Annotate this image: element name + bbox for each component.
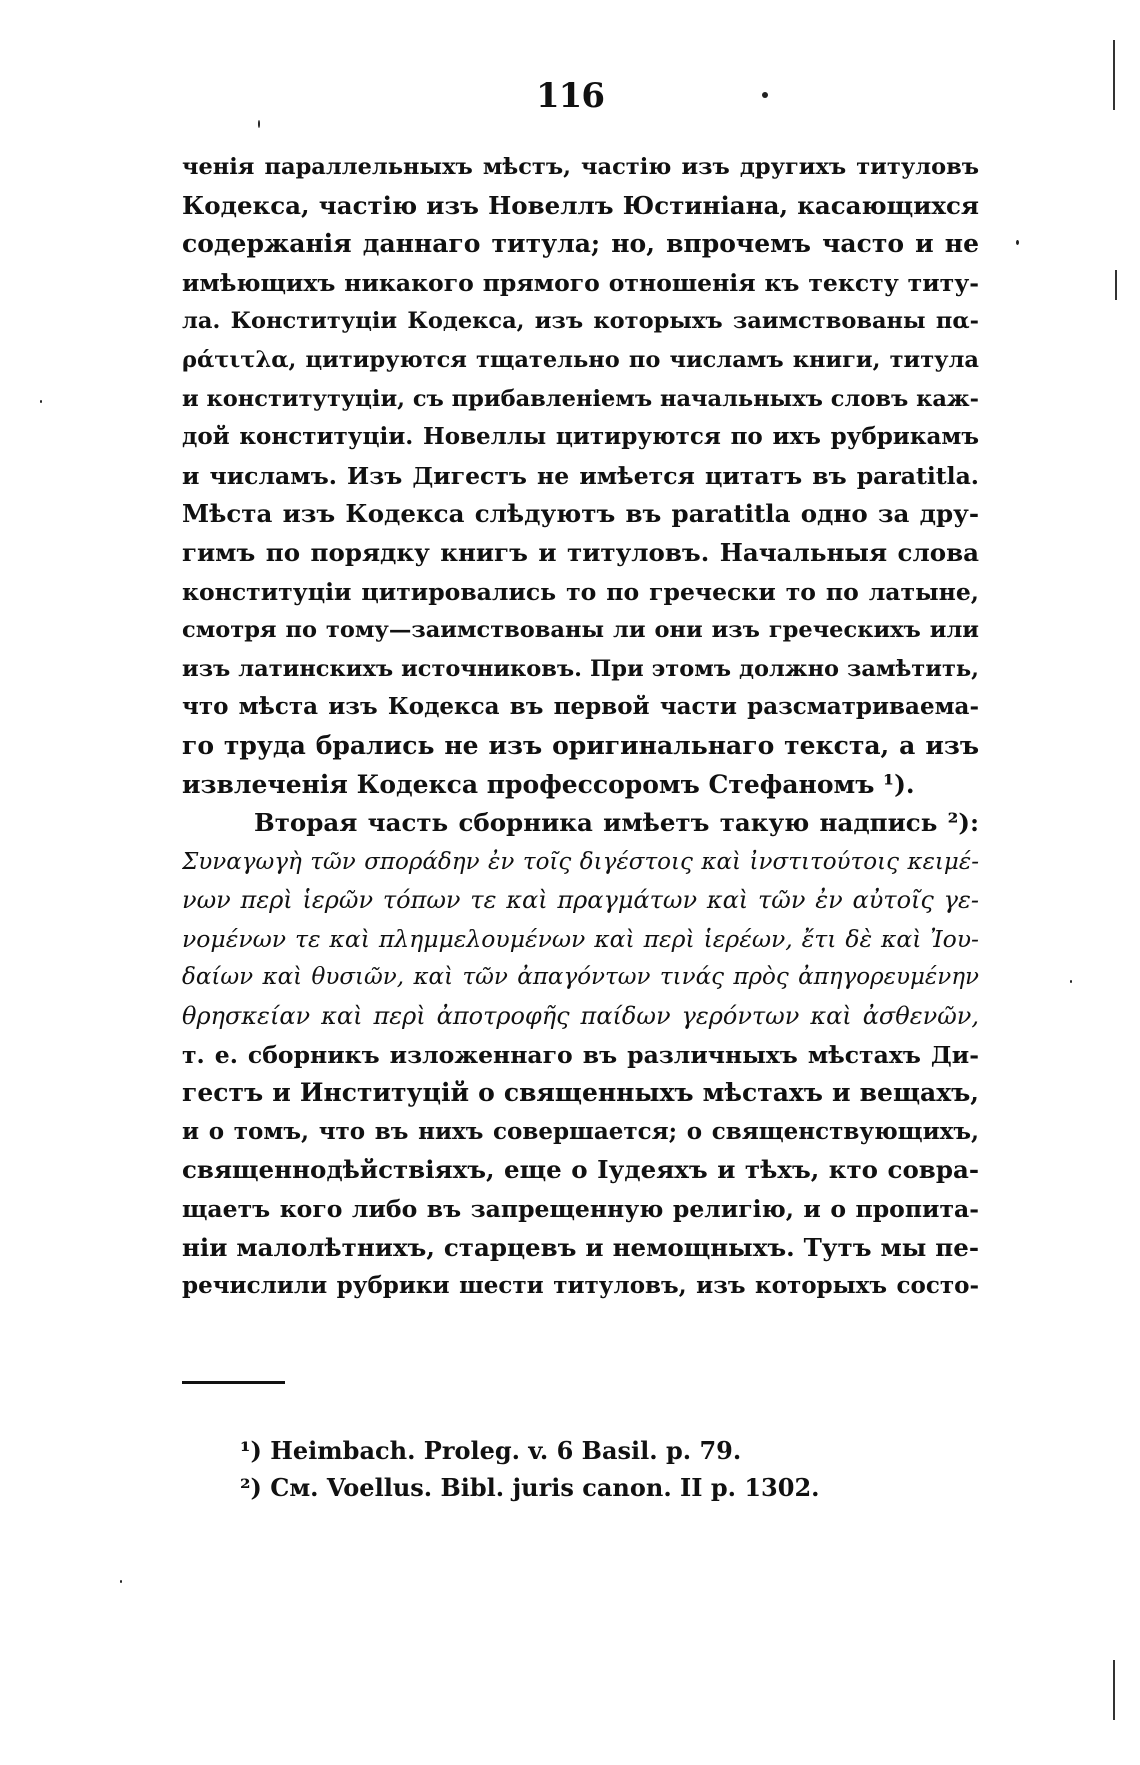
text-line: священнодѣйствіяхъ, еще о Іудеяхъ и тѣхъ, кто совра- xyxy=(182,1155,979,1185)
text-line: го труда брались не изъ оригинальнаго текста, а изъ xyxy=(182,730,979,760)
text-line: Вторая часть сборника имѣетъ такую надпись ²): xyxy=(254,808,979,838)
scan-speck xyxy=(258,120,260,128)
text-line: и о томъ, что въ нихъ совершается; о священствующихъ, xyxy=(182,1117,979,1145)
scan-speck xyxy=(40,400,42,403)
text-line: извлеченія Кодекса профессоромъ Стефаномъ ¹). xyxy=(182,769,915,799)
scan-speck xyxy=(120,1580,122,1583)
text-line: Кодекса, частію изъ Новеллъ Юстиніана, касающихся xyxy=(182,190,979,220)
text-line: изъ латинскихъ источниковъ. При этомъ должно замѣтить, xyxy=(182,655,979,682)
text-line: имѣющихъ никакого прямого отношенія къ тексту титу- xyxy=(182,268,979,297)
text-line: содержанія даннаго титула; но, впрочемъ часто и не xyxy=(182,229,979,259)
text-line: ніи малолѣтнихъ, старцевъ и немощныхъ. Тутъ мы пе- xyxy=(182,1232,979,1262)
scan-speck xyxy=(1070,980,1072,983)
text-line: Мѣста изъ Кодекса слѣдуютъ въ paratitla одно за дру- xyxy=(182,499,979,529)
text-line: ченія параллельныхъ мѣстъ, частію изъ другихъ титуловъ xyxy=(182,154,979,180)
greek-text-line: θρησκείαν καὶ περὶ ἀποτροφῆς παίδων γερόντων καὶ ἀσθενῶν, xyxy=(182,1002,979,1031)
text-line: ράτιτλα, цитируются тщательно по числамъ книги, титула xyxy=(182,346,979,373)
text-line: что мѣста изъ Кодекса въ первой части разсматриваема- xyxy=(182,693,979,721)
greek-text-line: δαίων καὶ θυσιῶν, καὶ τῶν ἀπαγόντων τινάς πρὸς ἀπηγορευμένην xyxy=(182,964,979,991)
footnote-divider xyxy=(182,1381,285,1384)
text-line: гестъ и Институцій о священныхъ мѣстахъ и вещахъ, xyxy=(182,1078,979,1108)
text-line: смотря по тому—заимствованы ли они изъ греческихъ или xyxy=(182,617,979,644)
scan-edge-line xyxy=(1113,1660,1115,1720)
scan-edge-line xyxy=(1115,270,1117,300)
footnote-1: ¹) Heimbach. Proleg. v. 6 Basil. p. 79. xyxy=(240,1436,742,1465)
main-text xyxy=(182,148,979,1306)
scan-edge-line xyxy=(1113,40,1115,110)
footnote-2: ²) См. Voellus. Bibl. juris canon. II p. 1302. xyxy=(240,1473,820,1502)
text-line: речислили рубрики шести титуловъ, изъ которыхъ состо- xyxy=(182,1272,979,1300)
greek-text-line: νων περὶ ἱερῶν τόπων τε καὶ πραγμάτων καὶ τῶν ἐν αὐτοῖς γε- xyxy=(182,886,979,915)
text-line: дой конституціи. Новеллы цитируются по ихъ рубрикамъ xyxy=(182,423,979,451)
text-line: и конститутуціи, съ прибавленіемъ начальныхъ словъ каж- xyxy=(182,385,979,412)
footnotes xyxy=(240,1432,940,1506)
text-line: т. е. сборникъ изложеннаго въ различныхъ мѣстахъ Ди- xyxy=(182,1040,979,1069)
text-line: гимъ по порядку книгъ и титуловъ. Начальныя слова xyxy=(182,537,979,567)
greek-text-line: νομένων τε καὶ πλημμελουμένων καὶ περὶ ἱερέων, ἔτι δὲ καὶ Ἰου- xyxy=(182,924,979,953)
text-line: щаетъ кого либо въ запрещенную религію, и о пропита- xyxy=(182,1195,979,1224)
greek-text-line: Συναγωγὴ τῶν σποράδην ἐν τοῖς διγέστοις καὶ ἰνστιτούτοις κειμέ- xyxy=(182,848,979,875)
text-line: и числамъ. Изъ Дигестъ не имѣется цитатъ въ paratitla. xyxy=(182,461,979,490)
scan-speck xyxy=(1016,240,1019,245)
scan-speck xyxy=(762,92,768,98)
page-number: 116 xyxy=(536,76,604,116)
text-line: конституціи цитировались то по гречески то по латыне, xyxy=(182,577,979,606)
text-line: ла. Конституціи Кодекса, изъ которыхъ заимствованы πα- xyxy=(182,308,979,335)
